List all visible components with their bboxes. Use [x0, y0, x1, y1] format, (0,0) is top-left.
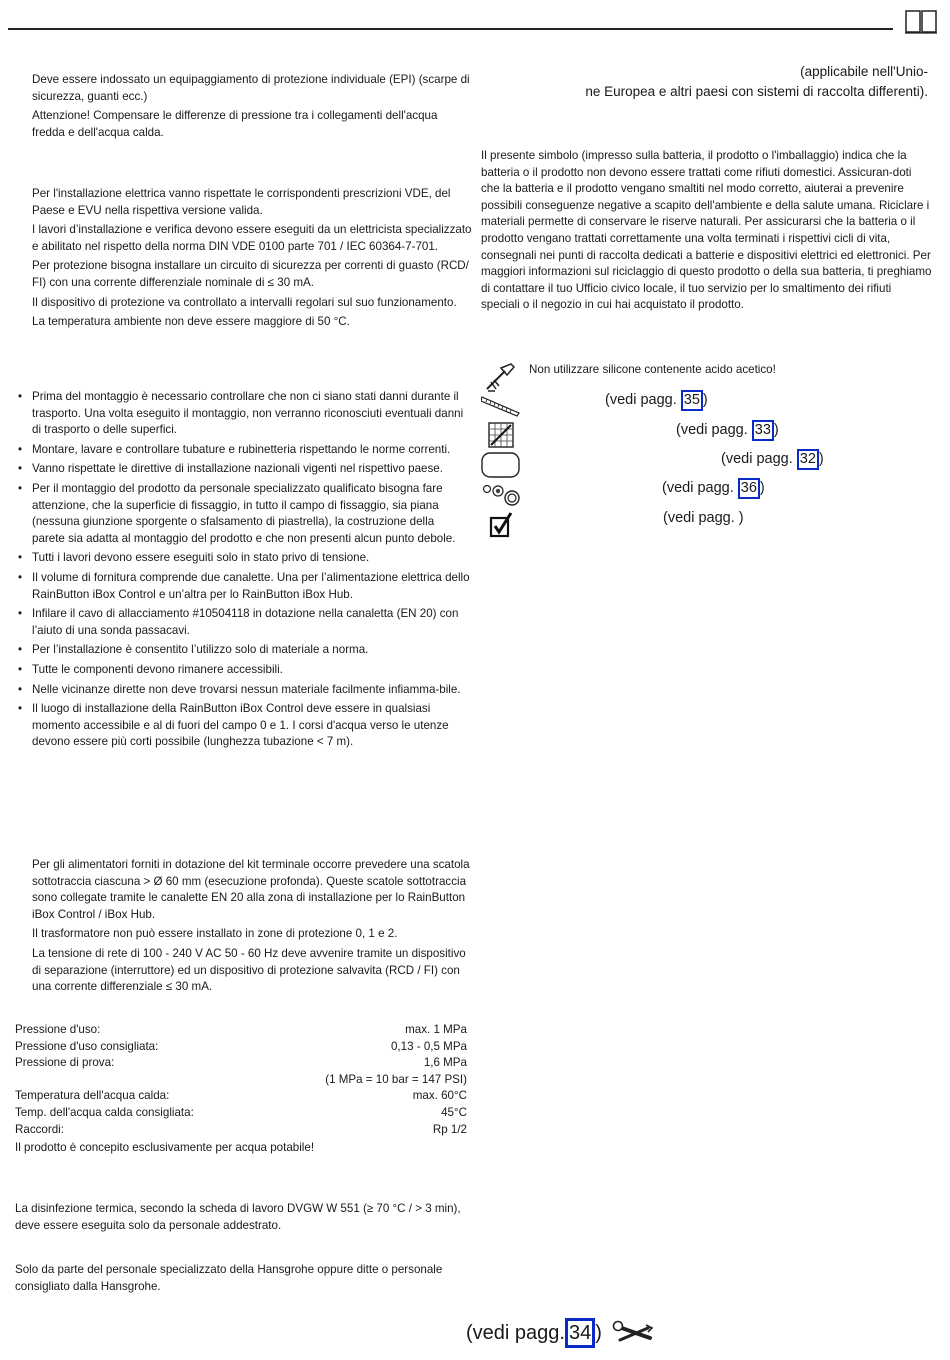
footer-page-ref: (vedi pagg. 34 ): [466, 1318, 654, 1348]
ruler-icon: [481, 393, 521, 417]
list-item: • Montare, lavare e controllare tubature e rubinetteria rispettando le norme correnti.: [18, 442, 470, 459]
page-link[interactable]: 33: [752, 420, 774, 441]
spec-value: max. 60°C: [412, 1089, 467, 1103]
top-rule: [8, 28, 893, 30]
electrical-paragraph: Per protezione bisogna installare un circuito di sicurezza per correnti di guasto (RCD/ FI) con una corrente differenziale nominale di ≤ 30 mA.: [32, 259, 469, 289]
list-item: • Tutti i lavori devono essere eseguiti solo in stato privo di tensione.: [18, 550, 470, 567]
list-item: • Prima del montaggio è necessario controllare che non ci siano stati danni durante il trasporto. Una volta eseguito il montaggio, non verranno riconosciuti eventuali danni di trasporto o delle superfici.: [18, 389, 470, 439]
spec-value: 45°C: [441, 1105, 467, 1119]
mounting-list: [18, 389, 470, 754]
spec-row: [15, 1105, 467, 1122]
list-item: • Il volume di fornitura comprende due canalette. Una per l’alimentazione elettrica dello RainButton iBox Control e un’altra per lo RainButton iBox Hub.: [18, 570, 470, 603]
disposal-text: Il presente simbolo (impresso sulla batteria, il prodotto o l'imballaggio) indica che la batteria o il prodotto non devono essere trattati come rifiuti domestici. Assicuran-doti che la batteria e il prodotto vengano smaltiti nel modo corretto, aiuterai a prevenire possibili conseguenze negative a scapito dell'ambiente e della salute umana. Riciclare i materiali permette di conservare le riserve naturali. Per assicurarsi che la batteria o il prodotto vengano trattati correttamente una volta terminati i rispettivi cicli di vita, consegnali nei punti di raccolta dedicati a batterie e dispositivi elettrici ed elettronici. Per maggiori informazioni sul riciclaggio di questo prodotto o della sua batteria, ti preghiamo di contattare il tuo Ufficio civico locale, il tuo servizio per lo smaltimento dei rifiuti speciali o il negozio in cui hai acquistato il prodotto.: [481, 149, 932, 312]
spec-label: Pressione d'uso:: [15, 1023, 101, 1036]
spec-row: [15, 1039, 467, 1056]
page-ref: (vedi pagg. 35 ): [605, 390, 708, 411]
page-link[interactable]: 35: [681, 390, 703, 411]
electrical-section: [32, 186, 472, 334]
spec-value: Rp 1/2: [432, 1122, 467, 1136]
spec-label: Temperatura dell'acqua calda:: [15, 1089, 170, 1103]
page-ref: (vedi pagg. ): [663, 510, 744, 526]
electrical-paragraph: La temperatura ambiente non deve essere maggiore di 50 °C.: [32, 315, 350, 329]
list-item: • Tutte le componenti devono rimanere accessibili.: [18, 662, 470, 679]
eu-note-line: ne Europea e altri paesi con sistemi di raccolta differenti).: [585, 83, 928, 99]
list-item: • Infilare il cavo di allacciamento #10504118 in dotazione nella canaletta (EN 20) con l’aiuto di una sonda passacavi.: [18, 606, 470, 639]
list-item: • Vanno rispettate le direttive di installazione nazionali vigenti nel rispettivo paese.: [18, 461, 470, 478]
spec-label: Raccordi:: [15, 1122, 64, 1136]
list-item: • Per l’installazione è consentito l’utilizzo solo di materiale a norma.: [18, 642, 470, 659]
spec-value: 1,6 MPa: [423, 1056, 467, 1070]
open-book-icon: [904, 8, 938, 34]
safety-paragraph: Attenzione! Compensare le differenze di pressione tra i collegamenti dell'acqua fredda e dell'acqua calda.: [32, 109, 438, 139]
electrical-paragraph: I lavori d’installazione e verifica devono essere eseguiti da un elettricista specializzato e abilitato nel rispetto della norma DIN VDE 0100 parte 701 / IEC 60364-7-701.: [32, 223, 472, 253]
spec-row: [15, 1022, 467, 1039]
power-supply-paragraph: Il trasformatore non può essere installato in zone di protezione 0, 1 e 2.: [32, 927, 398, 941]
spec-label: Temp. dell'acqua calda consigliata:: [15, 1105, 194, 1119]
spec-value: 0,13 - 0,5 MPa: [390, 1039, 467, 1053]
list-item: • Per il montaggio del prodotto da personale specializzato qualificato bisogna fare attenzione, che la superficie di fissaggio, in tutto il campo di fissaggio, sia piana (nessuna giunzione sporgente o sfalsamento di piastrella), la costruzione della parete sia adatta al montaggio del prodotto e che non presenti alcun punto debole.: [18, 481, 470, 547]
list-item: • Il luogo di installazione della RainButton iBox Control deve essere in qualsiasi momento accessibile e al di fuori del campo 0 e 1. I corsi d'acqua verso le utenze devono essere più corti possibile (lunghezza tubazione < 7 m).: [18, 701, 470, 751]
list-item: • Nelle vicinanze dirette non deve trovarsi nessun materiale facilmente infiamma-bile.: [18, 682, 470, 699]
page-ref: (vedi pagg. 32 ): [721, 449, 824, 470]
power-supply-paragraph: Per gli alimentatori forniti in dotazione del kit terminale occorre prevedere una scatola sottotraccia ciascuna > Ø 60 mm (esecuzione profonda). Queste scatole sottotraccia sono collegate tramite le canalette EN 20 alla zona di installazione per lo RainButton iBox Control / iBox Hub.: [32, 858, 470, 921]
checkbox-icon: [489, 511, 515, 539]
spare-parts-icon: [481, 481, 521, 509]
hatched-square-icon: [488, 422, 514, 448]
page-link[interactable]: 34: [565, 1318, 595, 1348]
spec-row: [15, 1072, 467, 1089]
spec-label: Pressione di prova:: [15, 1056, 115, 1070]
spec-row: [15, 1055, 467, 1072]
eu-note-line: (applicabile nell'Unio-: [800, 64, 928, 79]
page-link[interactable]: 36: [738, 478, 760, 499]
eu-applicability-note: [520, 62, 928, 101]
safety-section: [32, 72, 472, 144]
wrench-icon: [612, 1320, 654, 1346]
service-text: Solo da parte del personale specializzato della Hansgrohe oppure ditte o personale consigliato dalla Hansgrohe.: [15, 1263, 443, 1293]
safety-paragraph: Deve essere indossato un equipaggiamento di protezione individuale (EPI) (scarpe di sicurezza, guanti ecc.): [32, 73, 470, 103]
page-link[interactable]: 32: [797, 449, 819, 470]
page-ref: (vedi pagg. 33 ): [676, 420, 779, 441]
disinfection-text: La disinfezione termica, secondo la scheda di lavoro DVGW W 551 (≥ 70 °C / > 3 min), deve essere eseguita solo da personale addestrato.: [15, 1202, 461, 1232]
potable-water-note: Il prodotto è concepito esclusivamente per acqua potabile!: [15, 1141, 315, 1155]
spec-row: [15, 1122, 467, 1139]
spec-value: max. 1 MPa: [405, 1023, 467, 1036]
spec-label: Pressione d'uso consigliata:: [15, 1039, 159, 1053]
power-supply-paragraph: La tensione di rete di 100 - 240 V AC 50 - 60 Hz deve avvenire tramite un dispositivo di separazione (interruttore) ed un dispositivo di protezione salvavita (RCD / FI) con una corrente differenziale ≤ 30 mA.: [32, 946, 466, 994]
silicone-note: Non utilizzare silicone contenente acido acetico!: [529, 363, 776, 376]
rounded-rect-icon: [481, 452, 521, 478]
power-supply-section: [32, 857, 472, 999]
electrical-paragraph: Il dispositivo di protezione va controllato a intervalli regolari sul suo funzionamento.: [32, 295, 457, 309]
electrical-paragraph: Per l'installazione elettrica vanno rispettate le corrispondenti prescrizioni VDE, del Paese e EVU nella rispettiva versione valida.: [32, 187, 451, 217]
spec-value: (1 MPa = 10 bar = 147 PSI): [325, 1072, 467, 1086]
spec-row: [15, 1088, 467, 1105]
page-ref: (vedi pagg. 36 ): [662, 478, 765, 499]
specs-table: [15, 1022, 467, 1157]
silicone-gun-icon: [483, 362, 517, 392]
